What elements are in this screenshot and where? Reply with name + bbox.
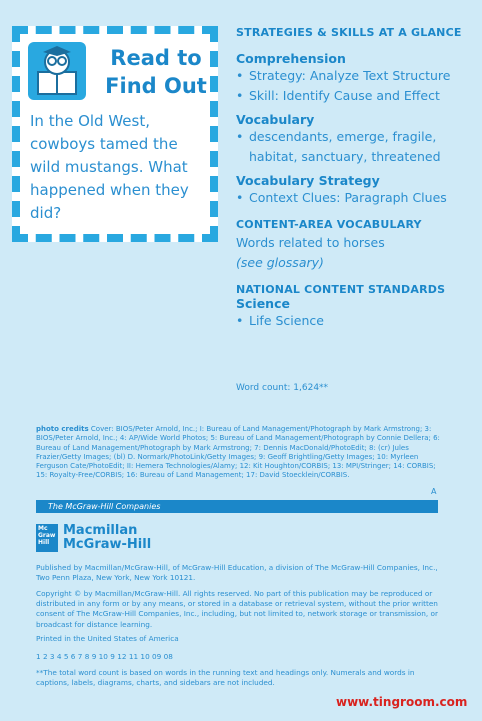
read-box-title — [94, 44, 218, 100]
comprehension-item-skill: • Skill: Identify Cause and Effect — [236, 88, 440, 103]
read-box-inner — [24, 38, 206, 230]
read-box-title-line2: Find Out — [105, 74, 207, 98]
content-area-text: Words related to horses — [236, 235, 385, 250]
word-count-footnote: **The total word count is based on words in the running text and headings only. Numerals and words in captions, labels, diagrams, charts, and sidebars are not included. — [36, 668, 415, 688]
reading-character-icon — [28, 42, 86, 100]
published-by: Published by Macmillan/McGraw-Hill, of McGraw-Hill Education, a division of The McGraw-Hill Companies, Inc., Two Penn Plaza, New York, New York 10121. — [36, 563, 438, 583]
publisher-name-line2: McGraw-Hill — [63, 537, 152, 552]
comprehension-item-strategy: • Strategy: Analyze Text Structure — [236, 68, 451, 83]
photo-credits — [36, 425, 440, 481]
standards-subject: Science — [236, 296, 290, 311]
watermark: www.tingroom.com — [336, 695, 468, 709]
content-area-note: (see glossary) — [236, 255, 324, 270]
content-area-header: CONTENT-AREA VOCABULARY — [236, 218, 422, 231]
vocab-strategy-item: • Context Clues: Paragraph Clues — [236, 190, 447, 205]
word-count: Word count: 1,624** — [236, 383, 329, 393]
strategies-column — [236, 26, 472, 331]
comprehension-header: Comprehension — [236, 51, 346, 66]
publisher-name-line1: Macmillan — [63, 523, 138, 538]
read-to-find-out-box — [12, 26, 218, 242]
vocabulary-item: • descendants, emerge, fragile, — [236, 129, 437, 144]
photo-credits-label: photo credits — [36, 425, 89, 433]
standards-header: NATIONAL CONTENT STANDARDS — [236, 283, 446, 296]
print-numbers: 1 2 3 4 5 6 7 8 9 10 9 12 11 10 09 08 — [36, 652, 173, 661]
vocab-strategy-header: Vocabulary Strategy — [236, 173, 380, 188]
page-letter: A — [431, 487, 437, 496]
standards-item: • Life Science — [236, 313, 324, 328]
copyright-notice: Copyright © by Macmillan/McGraw-Hill. All rights reserved. No part of this publication may be reproduced or distributed in any form or by any means, or stored in a database or retrieval system, without the prior written consent of The McGraw-Hill Companies, Inc., including, but not limited to, network storage or transmission, or broadcast for distance learning. — [36, 589, 438, 629]
photo-credits-text: Cover: BIOS/Peter Arnold, Inc.; I: Bureau of Land Management/Photograph by Mark Armstrong; 3: BIOS/Peter Arnold, Inc.; 4: AP/Wide World Photos; 5: Bureau of Land Management/Photograph by Connie Dellera; 6: Bureau of Land Management/Photograph by Mark Armstrong; 7: Dennis MacDonald/PhotoEdit; 8: (cr) Jules Frazier/Getty Images; (bl) D. Normark/PhotoLink/Getty Images; 9: Geoff Brightling/Getty Images; 10: Myrleen Ferguson Cate/PhotoEdit; II: Hemera Technologies/Alamy; 12: Kit Houghton/CORBIS; 13: MPI/Stringer; 14: CORBIS; 15: Royalty-Free/CORBIS; 16: Bureau of Land Management; 17: David Stoecklein/CORBIS. — [36, 425, 440, 480]
mcgraw-hill-companies-bar: The McGraw-Hill Companies — [36, 500, 438, 513]
publisher-name — [63, 524, 151, 552]
strategies-header: STRATEGIES & SKILLS AT A GLANCE — [236, 26, 462, 39]
printed-in: Printed in the United States of America — [36, 634, 179, 643]
mcgraw-hill-logo: Mc Graw Hill — [36, 524, 58, 552]
read-box-title-line1: Read to — [110, 46, 202, 70]
vocabulary-header: Vocabulary — [236, 112, 315, 127]
read-box-question: In the Old West, cowboys tamed the wild mustangs. What happened when they did? — [30, 112, 189, 222]
vocabulary-item-cont: habitat, sanctuary, threatened — [249, 149, 441, 164]
